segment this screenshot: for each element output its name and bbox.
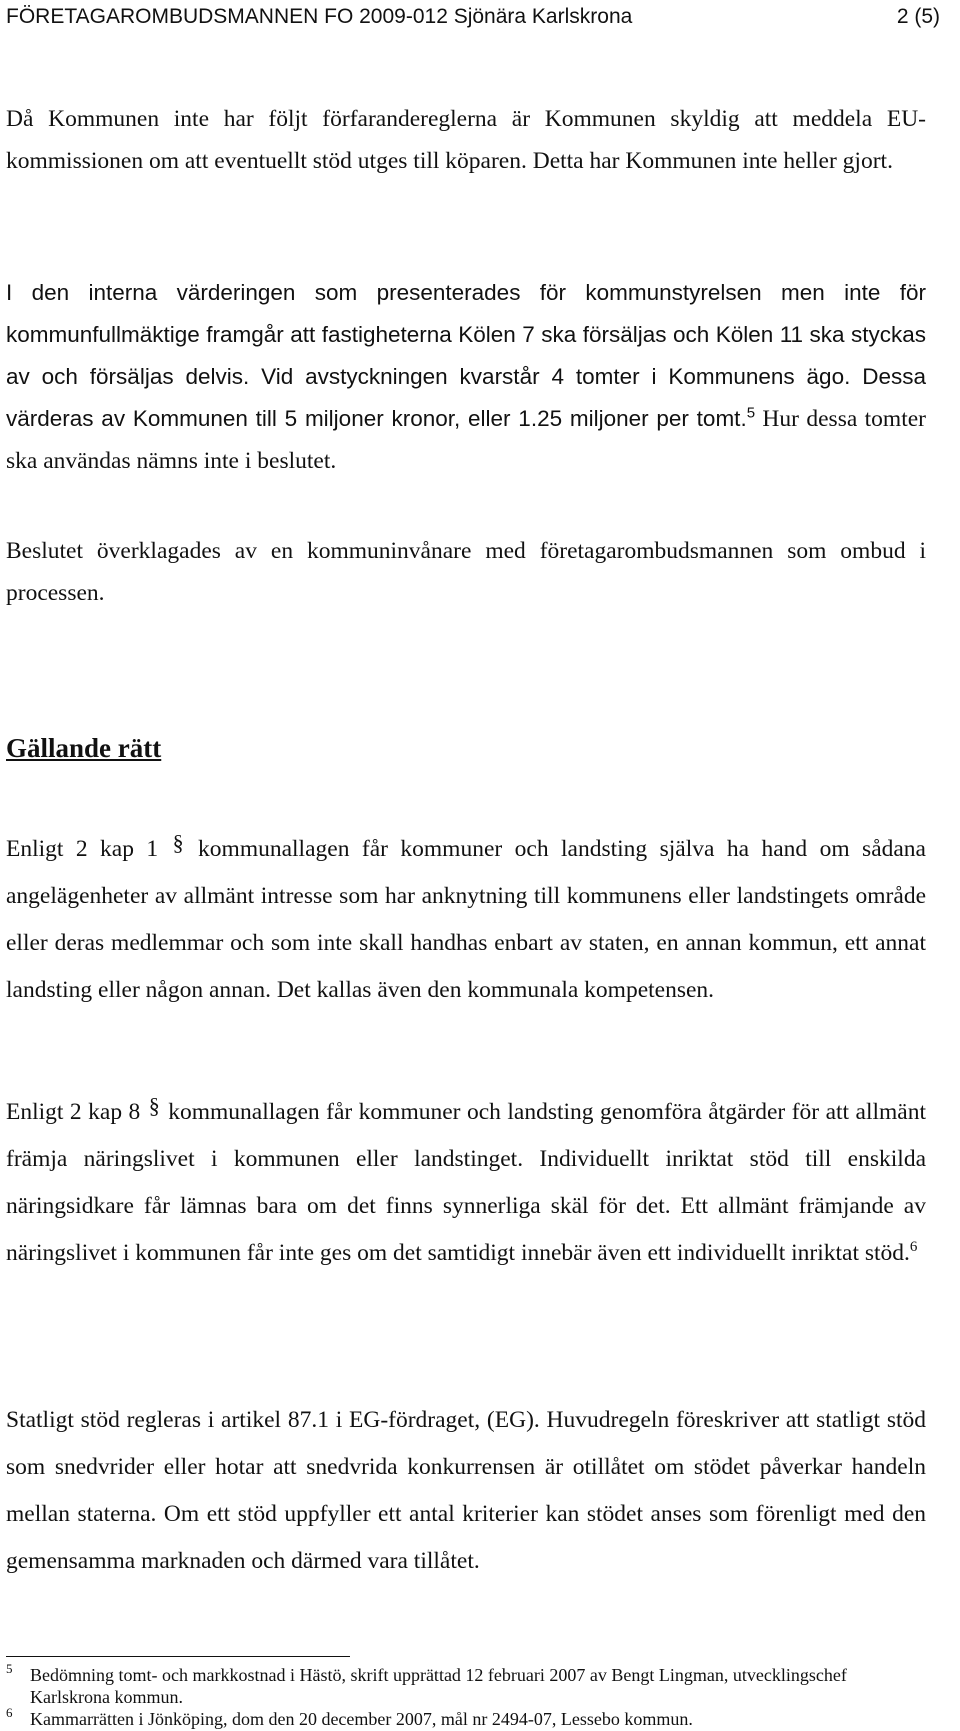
- paragraph-state-aid: [6, 1397, 926, 1585]
- paragraph-text-tail: Hur dessa tomter ska användas nämns inte i beslutet.: [6, 406, 927, 474]
- paragraph-text: Då Kommunen inte har följt förfarandereglerna är Kommunen skyldig att meddela EU-kommissionen om att eventuellt stöd utges till köparen. Detta har Kommunen inte heller gjort.: [6, 106, 926, 174]
- paragraph-notification: [6, 98, 926, 182]
- footnote-divider: [6, 1656, 350, 1657]
- paragraph-valuation: [6, 272, 926, 482]
- paragraph-text: I den interna värderingen som presenterades för kommunstyrelsen men inte för kommunfullmäktige framgår att fastigheterna Kölen 7 ska försäljas och Kölen 11 ska styckas av och försäljas delvis. Vid avstyckningen kvarstår 4 tomter i Kommunens ägo. Dessa värderas av Kommunen till 5 miljoner kronor, eller 1.25 miljoner per tomt.: [6, 280, 926, 431]
- paragraph-text: Statligt stöd regleras i artikel 87.1 i EG-fördraget, (EG). Huvudregeln föreskriver att statligt stöd som snedvrider eller hotar att snedvrida konkurrensen är otillåtet om stödet påverkar handeln mellan staterna. Om ett stöd uppfyller ett antal kriterier kan stödet anses som förenligt med den gemensamma marknaden och därmed vara tillåtet.: [6, 1407, 926, 1574]
- page-number: 2 (5): [896, 5, 940, 28]
- footnote-ref-5[interactable]: 5: [746, 404, 756, 422]
- footnote-ref-6[interactable]: 6: [909, 1239, 918, 1256]
- footnote-number: 5: [6, 1661, 13, 1676]
- section-sign: §: [172, 830, 184, 855]
- paragraph-kommunallagen-2-1: [6, 825, 926, 1014]
- paragraph-text: Enligt 2 kap 8: [6, 1099, 147, 1125]
- footnote-6: [6, 1705, 906, 1730]
- paragraph-text: kommunallagen får kommuner och landsting själva ha hand om sådana angelägenheter av allmänt intresse som har anknytning till kommunens eller landstingets område eller deras medlemmar och som inte skall handhas enbart av staten, en annan kommun, ett annat landsting eller någon annan. Det kallas även den kommunala kompetensen.: [6, 836, 926, 1003]
- paragraph-kommunallagen-2-8: [6, 1088, 926, 1277]
- section-sign: §: [148, 1093, 160, 1118]
- page-header-title: FÖRETAGAROMBUDSMANNEN FO 2009-012 Sjönära Karlskrona: [6, 5, 633, 28]
- paragraph-text: kommunallagen får kommuner och landsting genomföra åtgärder för att allmänt främja näringslivet i kommunen eller landstinget. Individuellt inriktat stöd till enskilda näringsidkare får lämnas bara om det finns synnerliga skäl för det. Ett allmänt främjande av näringslivet i kommunen får inte ges om det samtidigt innebär även ett individuellt inriktat stöd.: [6, 1099, 927, 1266]
- footnote-number: 6: [6, 1705, 13, 1720]
- footnote-text: Kammarrätten i Jönköping, dom den 20 december 2007, mål nr 2494-07, Lessebo kommun.: [30, 1709, 693, 1729]
- footnote-5: [6, 1661, 906, 1708]
- paragraph-appeal: [6, 530, 926, 614]
- footnote-text: Bedömning tomt- och markkostnad i Hästö, skrift upprättad 12 februari 2007 av Bengt Lingman, utvecklingschef Karlskrona kommun.: [30, 1665, 847, 1707]
- paragraph-text: Enligt 2 kap 1: [6, 836, 171, 862]
- section-heading: Gällande rätt: [6, 733, 162, 763]
- paragraph-text: Beslutet överklagades av en kommuninvånare med företagarombudsmannen som ombud i processen.: [6, 538, 926, 606]
